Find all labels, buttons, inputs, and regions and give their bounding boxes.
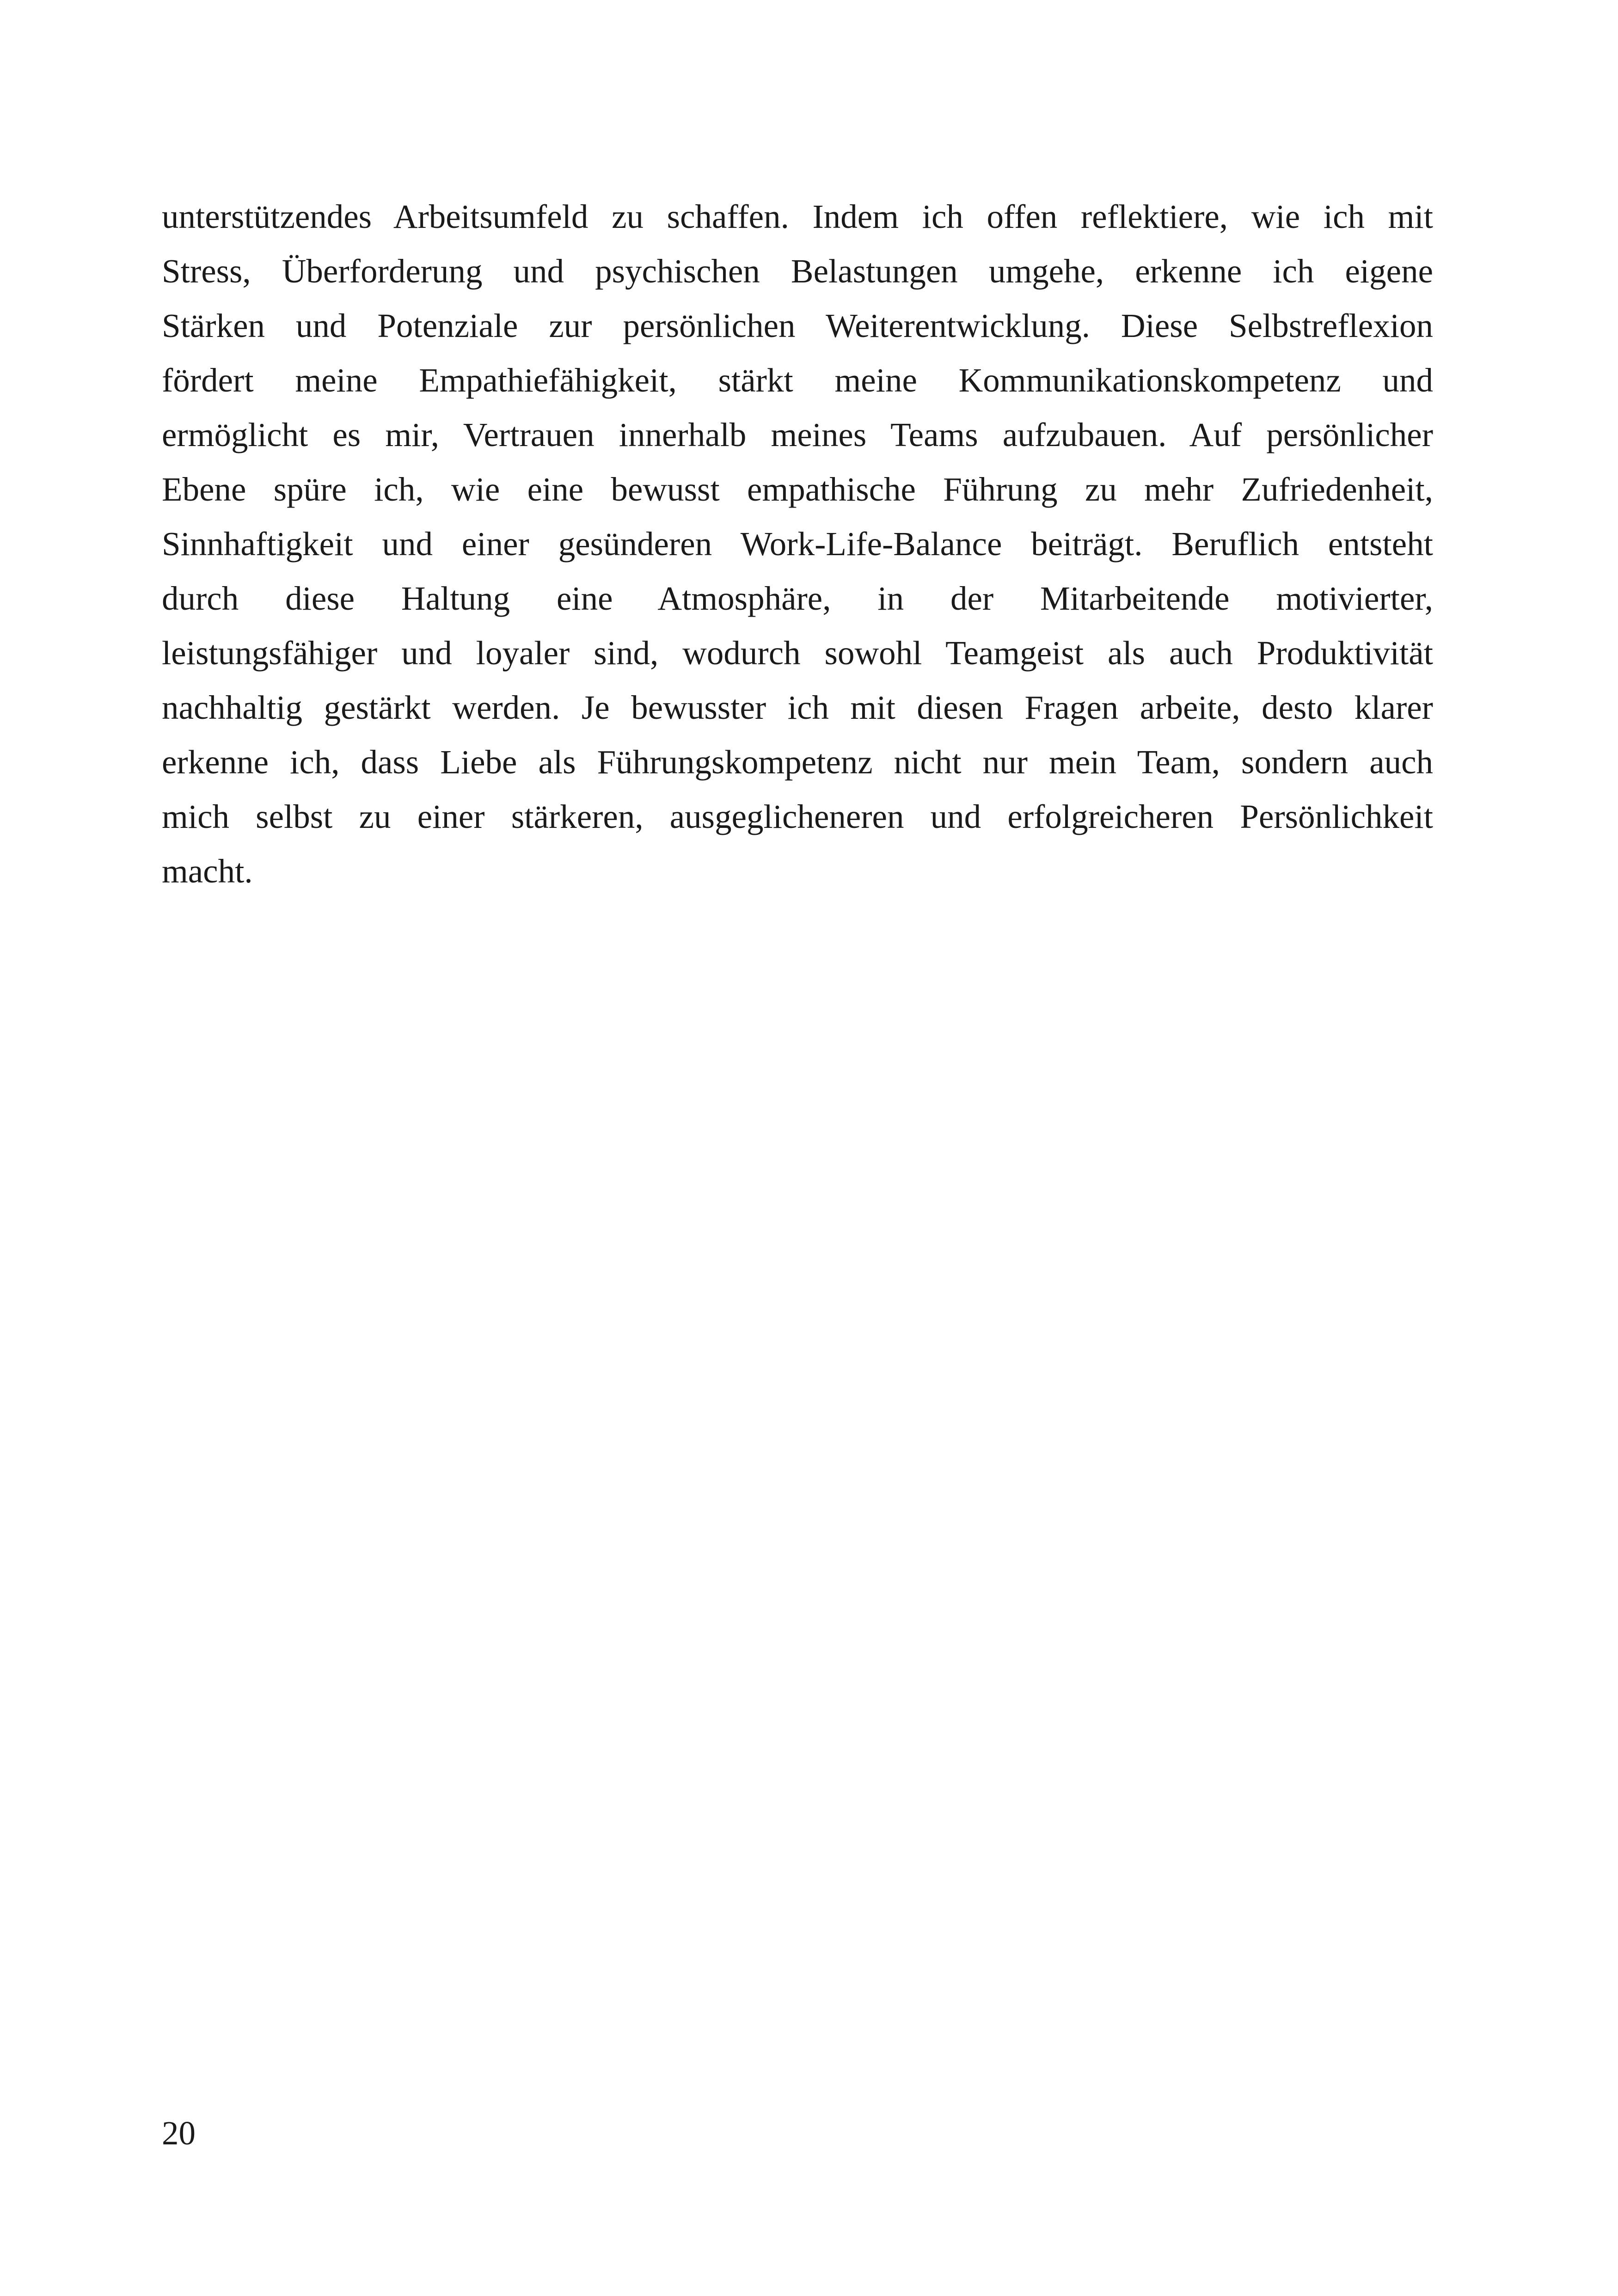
paragraph-line: fördert meine Empathiefähigkeit, stärkt meine Kommunikationskompetenz und bbox=[162, 361, 1433, 399]
paragraph-line: unterstützendes Arbeitsumfeld zu schaffen. Indem ich offen reflektiere, wie ich mit bbox=[162, 198, 1433, 235]
paragraph-line: Ebene spüre ich, wie eine bewusst empathische Führung zu mehr Zufriedenheit, bbox=[162, 471, 1433, 508]
paragraph-line: Stärken und Potenziale zur persönlichen Weiterentwicklung. Diese Selbstreflexion bbox=[162, 307, 1433, 344]
paragraph-line: nachhaltig gestärkt werden. Je bewusster ich mit diesen Fragen arbeite, desto klarer bbox=[162, 689, 1433, 726]
paragraph-line: Sinnhaftigkeit und einer gesünderen Work-Life-Balance beiträgt. Beruflich entsteht bbox=[162, 525, 1433, 563]
paragraph-line: leistungsfähiger und loyaler sind, wodurch sowohl Teamgeist als auch Produktivität bbox=[162, 634, 1433, 672]
paragraph-line: ermöglicht es mir, Vertrauen innerhalb meines Teams aufzubauen. Auf persönlicher bbox=[162, 416, 1433, 453]
body-paragraph bbox=[162, 190, 1433, 899]
paragraph-line-last: macht. bbox=[162, 852, 253, 890]
page-number: 20 bbox=[162, 2114, 196, 2152]
paragraph-line: mich selbst zu einer stärkeren, ausgeglicheneren und erfolgreicheren Persönlichkeit bbox=[162, 798, 1433, 835]
paragraph-line: Stress, Überforderung und psychischen Belastungen umgehe, erkenne ich eigene bbox=[162, 252, 1433, 290]
paragraph-line: durch diese Haltung eine Atmosphäre, in der Mitarbeitende motivierter, bbox=[162, 580, 1433, 617]
paragraph-line: erkenne ich, dass Liebe als Führungskompetenz nicht nur mein Team, sondern auch bbox=[162, 743, 1433, 781]
